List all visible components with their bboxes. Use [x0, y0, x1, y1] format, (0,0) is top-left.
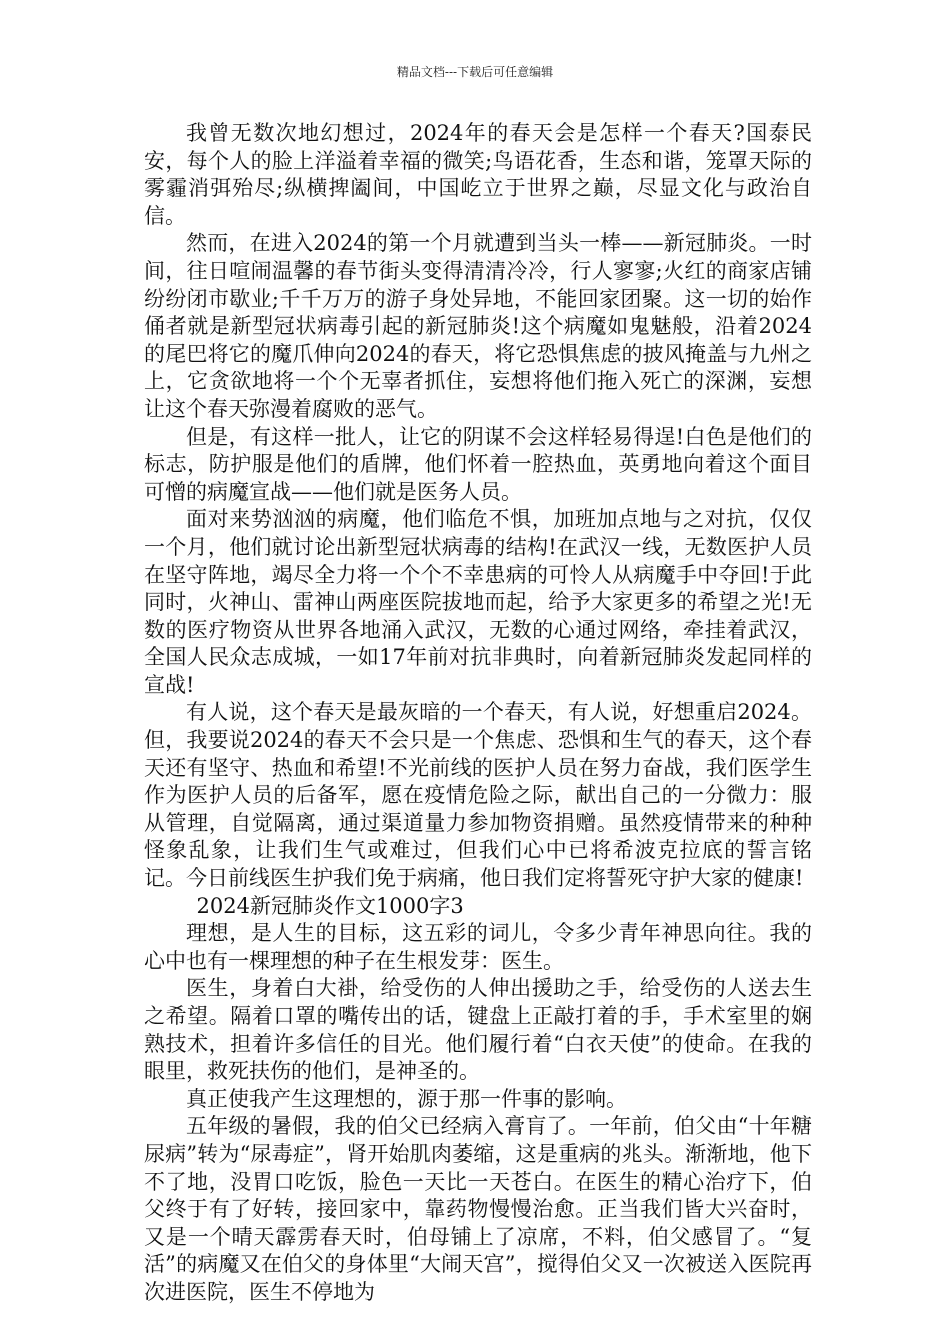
paragraph-9: 五年级的暑假，我的伯父已经病入膏肓了。一年前，伯父由“十年糖尿病”转为“尿毒症”，肾开始肌肉萎缩，这是重病的兆头。渐渐地，他下不了地，没胃口吃饭，脸色一天比一天苍白。在医生的精心治疗下，伯父终于有了好转，接回家中，靠药物慢慢治愈。正当我们皆大兴奋时，又是一个晴天霹雳春天时，伯母铺上了凉席，不料，伯父感冒了。“复活”的病魔又在伯父的身体里“大闹天宫”，搅得伯父又一次被送入医院再次进医院，医生不停地为	[144, 1114, 812, 1304]
paragraph-4: 面对来势汹汹的病魔，他们临危不惧，加班加点地与之对抗，仅仅一个月，他们就讨论出新型冠状病毒的结构!在武汉一线，无数医护人员在坚守阵地，竭尽全力将一个个不幸患病的可怜人从病魔手中夺回!于此同时，火神山、雷神山两座医院拔地而起，给予大家更多的希望之光!无数的医疗物资从世界各地涌入武汉，无数的心通过网络，牵挂着武汉，全国人民众志成城，一如17年前对抗非典时，向着新冠肺炎发起同样的宣战!	[144, 507, 812, 697]
paragraph-2: 然而，在进入2024的第一个月就遭到当头一棒——新冠肺炎。一时间，往日喧闹温馨的春节街头变得清清冷冷，行人寥寥;火红的商家店铺纷纷闭市歇业;千千万万的游子身处异地，不能回家团聚。这一切的始作俑者就是新型冠状病毒引起的新冠肺炎!这个病魔如鬼魅般，沿着2024的尾巴将它的魔爪伸向2024的春天，将它恐惧焦虑的披风掩盖与九州之上，它贪欲地将一个个无辜者抓住，妄想将他们拖入死亡的深渊，妄想让这个春天弥漫着腐败的恶气。	[144, 231, 812, 421]
paragraph-1: 我曾无数次地幻想过，2024年的春天会是怎样一个春天?国泰民安，每个人的脸上洋溢着幸福的微笑;鸟语花香，生态和谐，笼罩天际的雾霾消弭殆尽;纵横捭阖间，中国屹立于世界之巅，尽显文化与政治自信。	[144, 121, 812, 228]
paragraph-5: 有人说，这个春天是最灰暗的一个春天，有人说，好想重启2024。但，我要说2024的春天不会只是一个焦虑、恐惧和生气的春天，这个春天还有坚守、热血和希望!不光前线的医护人员在努力奋战，我们医学生作为医护人员的后备军，愿在疫情危险之际，献出自己的一分微力：服从管理，自觉隔离，通过渠道量力参加物资捐赠。虽然疫情带来的种种怪象乱象，让我们生气或难过，但我们心中已将希波克拉底的誓言铭记。今日前线医生护我们免于病痛，他日我们定将誓死守护大家的健康!	[144, 700, 812, 891]
document-body	[144, 120, 812, 1307]
paragraph-8: 真正使我产生这理想的，源于那一件事的影响。	[186, 1086, 627, 1111]
paragraph-6: 理想，是人生的目标，这五彩的词儿，令多少青年神思向往。我的心中也有一棵理想的种子在生根发芽：医生。	[144, 921, 812, 973]
section-heading: 2024新冠肺炎作文1000字3	[196, 893, 464, 918]
paragraph-7: 医生，身着白大褂，给受伤的人伸出援助之手，给受伤的人送去生之希望。隔着口罩的嘴传出的话，键盘上正敲打着的手，手术室里的娴熟技术，担着许多信任的目光。他们履行着“白衣天使”的使命。在我的眼里，救死扶伤的他们，是神圣的。	[144, 976, 812, 1084]
page-header: 精品文档---下载后可任意编辑	[396, 65, 554, 79]
paragraph-3: 但是，有这样一批人，让它的阴谋不会这样轻易得逞!白色是他们的标志，防护服是他们的盾牌，他们怀着一腔热血，英勇地向着这个面目可憎的病魔宣战——他们就是医务人员。	[144, 424, 812, 504]
